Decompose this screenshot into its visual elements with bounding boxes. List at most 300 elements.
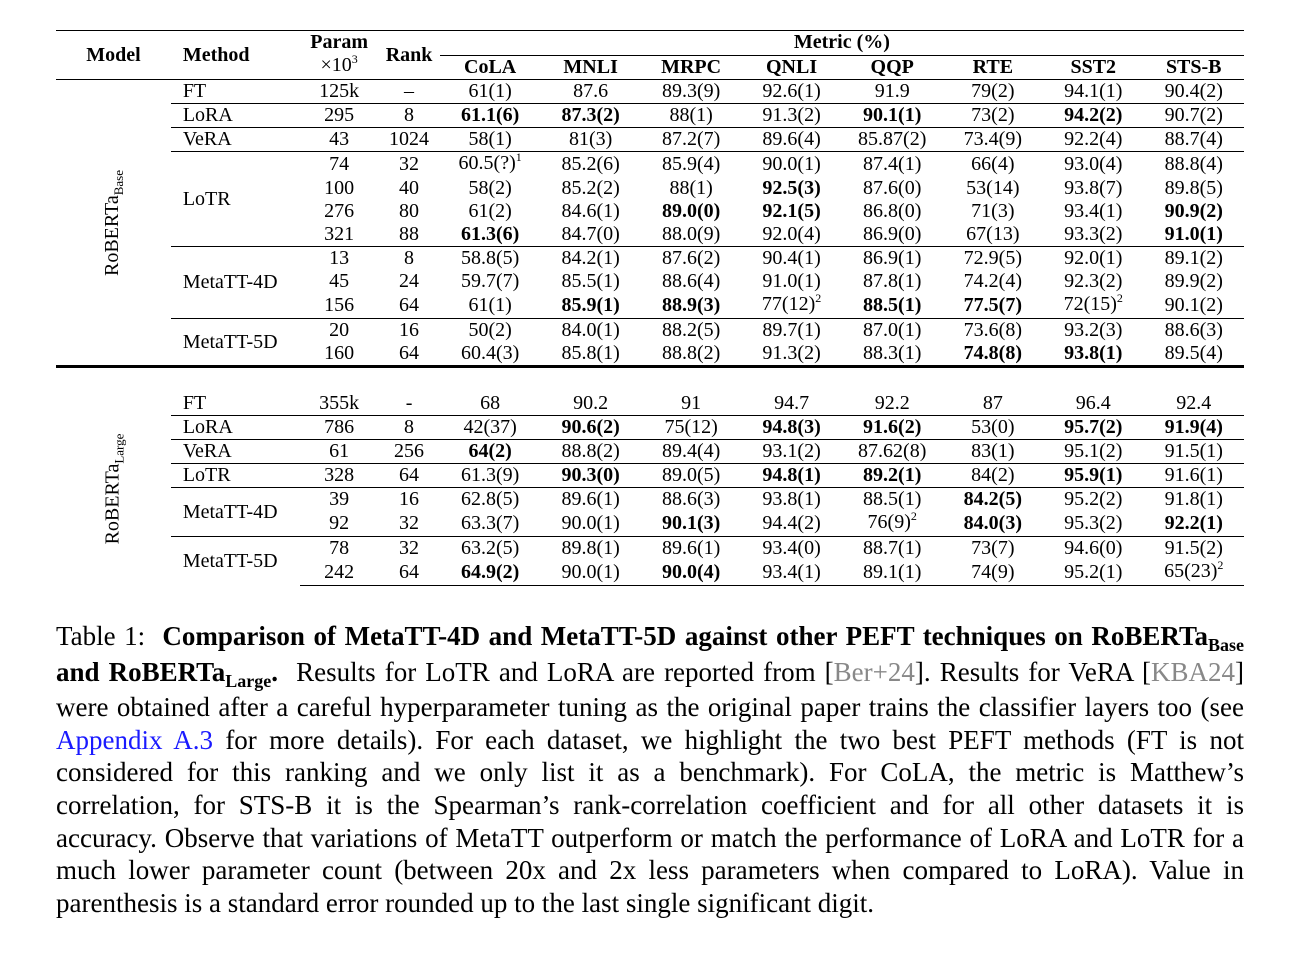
metric-value: 91.0(1) xyxy=(762,270,821,292)
param-cell: 156 xyxy=(324,294,355,316)
metric-cell xyxy=(1143,537,1244,561)
metric-value: 90.1(1) xyxy=(863,104,922,126)
metric-cell xyxy=(641,293,741,319)
metric-cell xyxy=(540,440,640,464)
metric-value: 89.9(2) xyxy=(1164,270,1223,292)
param-cell: 61 xyxy=(300,440,378,464)
metric-cell xyxy=(741,537,841,561)
metric-value: 74(9) xyxy=(971,561,1015,583)
metric-cell xyxy=(440,270,541,293)
table-row xyxy=(56,416,1244,440)
metric-value: 74.8(8) xyxy=(963,342,1022,364)
metric-value: 84.0(1) xyxy=(561,319,620,341)
metric-value: 93.1(2) xyxy=(762,440,821,462)
metric-value: 89.1(2) xyxy=(1164,247,1223,269)
table-row xyxy=(56,464,1244,488)
rank-cell: 64 xyxy=(378,464,440,488)
metric-cell xyxy=(641,104,741,128)
metric-cell xyxy=(641,392,741,416)
dataset-header: STS-B xyxy=(1165,55,1222,78)
metric-cell xyxy=(1143,247,1244,271)
metric-cell xyxy=(943,177,1043,200)
rank-cell: 16 xyxy=(378,488,440,512)
metric-cell xyxy=(1143,440,1244,464)
metric-value: 90.9(2) xyxy=(1164,200,1223,222)
metric-cell xyxy=(440,319,541,343)
dataset-header: QNLI xyxy=(766,55,818,78)
metric-cell xyxy=(440,128,541,152)
metric-cell xyxy=(1043,392,1143,416)
caption-sub-large: Large xyxy=(225,670,272,691)
rank-cell: 32 xyxy=(399,512,420,534)
rank-cell: 32 xyxy=(378,537,440,561)
metric-cell xyxy=(1143,416,1244,440)
metric-value: 90.1(3) xyxy=(661,512,721,534)
metric-value: 63.3(7) xyxy=(460,512,520,534)
metric-cell xyxy=(741,319,841,343)
metric-cell xyxy=(1143,392,1244,416)
metric-value: 89.8(5) xyxy=(1164,177,1223,199)
metric-value: 72.9(5) xyxy=(963,247,1022,269)
metric-cell xyxy=(440,416,541,440)
param-cell: 74 xyxy=(300,152,378,178)
metric-cell xyxy=(1043,464,1143,488)
metric-value: 90.4(2) xyxy=(1164,80,1223,102)
metric-cell xyxy=(1143,488,1244,512)
metric-value: 89.6(1) xyxy=(661,537,721,559)
param-cell: 100 xyxy=(324,177,355,199)
metric-cell xyxy=(540,80,640,104)
metric-value: 85.9(4) xyxy=(661,153,721,175)
metric-cell xyxy=(741,293,841,319)
param-cell: 45 xyxy=(329,270,350,292)
metric-cell xyxy=(943,511,1043,537)
metric-cell xyxy=(440,342,541,367)
metric-value: 92.4 xyxy=(1176,392,1212,414)
footnote-mark: 2 xyxy=(1217,558,1224,572)
metric-cell xyxy=(440,247,541,271)
metric-cell xyxy=(943,537,1043,561)
metric-value: 85.87(2) xyxy=(858,128,927,150)
metric-cell xyxy=(641,511,741,537)
metric-value: 95.2(1) xyxy=(1064,561,1123,583)
metric-value: 95.7(2) xyxy=(1064,416,1123,438)
caption-sub-base: Base xyxy=(1208,635,1245,655)
metric-value: 66(4) xyxy=(971,153,1015,175)
appendix-link[interactable]: Appendix A.3 xyxy=(56,724,214,755)
metric-cell xyxy=(943,560,1043,586)
metric-value: 91.3(2) xyxy=(762,342,821,364)
metric-value: 73(7) xyxy=(971,537,1015,559)
caption-title-b: and RoBERTa xyxy=(56,656,226,687)
metric-cell xyxy=(741,464,841,488)
metric-value: 53(14) xyxy=(966,177,1020,199)
metric-value: 91.8(1) xyxy=(1164,488,1223,510)
metric-cell xyxy=(641,416,741,440)
footnote-mark: 2 xyxy=(1116,291,1123,305)
metric-cell xyxy=(1143,270,1244,293)
metric-value: 88.7(1) xyxy=(863,537,922,559)
param-header xyxy=(300,31,378,80)
metric-cell xyxy=(842,200,943,223)
metric-value: 88.6(3) xyxy=(661,488,721,510)
metric-value: 72(15) xyxy=(1063,293,1117,315)
rank-cell: 1024 xyxy=(378,128,440,152)
metric-value: 94.7 xyxy=(774,392,810,414)
metric-value: 87.0(1) xyxy=(863,319,922,341)
metric-cell xyxy=(842,464,943,488)
metric-cell xyxy=(641,537,741,561)
metric-cell xyxy=(440,537,541,561)
metric-cell xyxy=(1143,511,1244,537)
model-roberta-large xyxy=(56,392,171,586)
method-cell: LoTR xyxy=(171,464,300,488)
metric-value: 77(12) xyxy=(761,293,816,315)
metric-value: 81(3) xyxy=(568,128,613,150)
metric-value: 88.2(5) xyxy=(661,319,721,341)
param-cell: 295 xyxy=(300,104,378,128)
metric-value: 94.4(2) xyxy=(762,512,821,534)
metric-value: 88.8(2) xyxy=(561,440,620,462)
metric-cell xyxy=(641,464,741,488)
metric-value: 93.8(1) xyxy=(762,488,821,510)
metric-value: 85.2(6) xyxy=(561,153,620,175)
metric-cell xyxy=(1043,104,1143,128)
method-cell: VeRA xyxy=(171,440,300,464)
metric-cell xyxy=(540,177,640,200)
metric-value: 94.8(3) xyxy=(762,416,821,438)
metric-value: 61.3(6) xyxy=(460,223,520,245)
metric-cell xyxy=(842,319,943,343)
metric-value: 93.4(0) xyxy=(762,537,821,559)
footnote-mark: 1 xyxy=(515,150,522,164)
metric-cell xyxy=(1143,342,1244,367)
metric-value: 91.6(2) xyxy=(863,416,922,438)
metric-value: 74.2(4) xyxy=(963,270,1022,292)
metric-cell xyxy=(1143,223,1244,247)
metric-value: 89.0(5) xyxy=(661,464,721,486)
metric-value: 65(23) xyxy=(1164,560,1218,582)
model-size: Large xyxy=(111,433,127,464)
table-row xyxy=(56,80,1244,104)
rank-cell: 8 xyxy=(378,104,440,128)
metric-value: 88.0(9) xyxy=(661,223,721,245)
caption-title-a: Comparison of MetaTT-4D and MetaTT-5D against other PEFT techniques on RoBERTa xyxy=(162,621,1209,651)
metric-value: 88.7(4) xyxy=(1164,128,1223,150)
metric-cell xyxy=(1043,270,1143,293)
metric-cell xyxy=(440,488,541,512)
metric-cell xyxy=(741,440,841,464)
method-header: Method xyxy=(171,31,300,80)
metric-value: 88.5(1) xyxy=(863,294,922,316)
metric-cell xyxy=(440,392,541,416)
metric-value: 93.4(1) xyxy=(1064,200,1123,222)
metric-value: 91.9 xyxy=(874,80,910,102)
model-name: RoBERTa xyxy=(101,194,124,276)
metric-value: 90.2 xyxy=(573,392,609,414)
metric-value: 89.7(1) xyxy=(762,319,821,341)
metric-cell xyxy=(540,247,640,271)
metric-value: 87.62(8) xyxy=(858,440,927,462)
metric-cell xyxy=(540,464,640,488)
metric-value: 90.0(1) xyxy=(561,561,620,583)
metric-cell xyxy=(641,319,741,343)
metric-cell xyxy=(1043,440,1143,464)
metric-value: 92.2(1) xyxy=(1164,512,1223,534)
metric-value: 77.5(7) xyxy=(963,294,1022,316)
metric-cell xyxy=(943,488,1043,512)
param-cell: 276 xyxy=(324,200,355,222)
metric-cell xyxy=(842,128,943,152)
metric-value: 84.7(0) xyxy=(561,223,620,245)
metric-cell xyxy=(540,200,640,223)
metric-value: 53(0) xyxy=(971,416,1015,438)
metric-cell xyxy=(943,104,1043,128)
metric-cell xyxy=(1143,104,1244,128)
model-roberta-base xyxy=(56,80,171,367)
param-cell: 43 xyxy=(300,128,378,152)
table-row xyxy=(56,392,1244,416)
metric-value: 90.1(2) xyxy=(1164,294,1223,316)
metric-value: 61(2) xyxy=(468,200,512,222)
metric-value: 84.2(1) xyxy=(561,247,620,269)
metric-cell xyxy=(741,560,841,586)
metric-cell xyxy=(641,223,741,247)
metric-cell xyxy=(741,416,841,440)
metric-value: 90.6(2) xyxy=(561,416,620,438)
metric-cell xyxy=(842,177,943,200)
param-unit-exp: 3 xyxy=(351,52,358,66)
metric-cell xyxy=(440,293,541,319)
dataset-header: SST2 xyxy=(1070,55,1117,78)
metric-value: 50(2) xyxy=(468,319,512,341)
metric-cell xyxy=(842,80,943,104)
metric-cell xyxy=(842,537,943,561)
metric-cell xyxy=(842,270,943,293)
metric-cell xyxy=(741,223,841,247)
metric-value: 92.2 xyxy=(874,392,910,414)
metric-value: 85.8(1) xyxy=(561,342,620,364)
param-cell: 20 xyxy=(300,319,378,343)
metric-cell xyxy=(943,80,1043,104)
metric-cell xyxy=(943,200,1043,223)
metric-value: 93.8(1) xyxy=(1064,342,1123,364)
metric-value: 92.6(1) xyxy=(762,80,821,102)
metric-cell xyxy=(741,200,841,223)
metric-value: 92.3(2) xyxy=(1064,270,1123,292)
metric-cell xyxy=(540,223,640,247)
metric-value: 92.2(4) xyxy=(1064,128,1123,150)
param-cell: 242 xyxy=(300,560,378,586)
metric-cell xyxy=(440,80,541,104)
metric-cell xyxy=(1143,464,1244,488)
metric-cell xyxy=(440,560,541,586)
citation-ber24[interactable]: Ber+24 xyxy=(833,656,915,687)
caption-text-2: ]. Results for VeRA [ xyxy=(914,656,1151,687)
metric-cell xyxy=(741,342,841,367)
metric-value: 87.3(2) xyxy=(561,104,620,126)
rank-cell: 24 xyxy=(399,270,420,292)
metric-cell xyxy=(1043,511,1143,537)
metric-cell xyxy=(943,152,1043,178)
rank-cell: 64 xyxy=(399,294,420,316)
param-cell: 328 xyxy=(300,464,378,488)
metric-value: 63.2(5) xyxy=(460,537,520,559)
metric-cell xyxy=(943,247,1043,271)
metric-cell xyxy=(842,416,943,440)
metric-cell xyxy=(741,247,841,271)
method-cell: LoRA xyxy=(171,416,300,440)
model-name: RoBERTa xyxy=(101,463,124,545)
method-cell: MetaTT-4D xyxy=(171,247,300,319)
method-cell: VeRA xyxy=(171,128,300,152)
metric-value: 89.6(1) xyxy=(561,488,620,510)
metric-cell xyxy=(943,223,1043,247)
metric-value: 58(1) xyxy=(468,128,512,150)
table-row xyxy=(56,247,1244,271)
method-cell: MetaTT-5D xyxy=(171,319,300,367)
metric-value: 94.1(1) xyxy=(1064,80,1123,102)
metric-cell xyxy=(943,392,1043,416)
metric-value: 84(2) xyxy=(971,464,1015,486)
rank-cell: 64 xyxy=(399,342,420,364)
metric-value: 75(12) xyxy=(664,416,718,438)
metric-value: 68 xyxy=(480,392,501,414)
metric-cell xyxy=(641,200,741,223)
metric-value: 88(1) xyxy=(669,177,713,199)
metric-cell xyxy=(540,488,640,512)
metric-value: 64.9(2) xyxy=(460,561,520,583)
metric-value: 71(3) xyxy=(971,200,1015,222)
metric-cell xyxy=(943,416,1043,440)
rank-cell: 80 xyxy=(399,200,420,222)
metric-cell xyxy=(1143,560,1244,586)
metric-value: 93.2(3) xyxy=(1064,319,1123,341)
metric-value: 89.8(1) xyxy=(561,537,620,559)
metric-value: 90.0(1) xyxy=(561,512,620,534)
metric-cell xyxy=(741,104,841,128)
metric-header: Metric (%) xyxy=(440,31,1244,56)
metric-cell xyxy=(741,152,841,178)
metric-value: 94.2(2) xyxy=(1064,104,1123,126)
metric-cell xyxy=(540,128,640,152)
metric-cell xyxy=(842,293,943,319)
metric-cell xyxy=(641,560,741,586)
rank-cell: 8 xyxy=(378,416,440,440)
citation-kba24[interactable]: KBA24 xyxy=(1150,656,1235,687)
dataset-header: MRPC xyxy=(661,55,722,78)
metric-cell xyxy=(741,128,841,152)
metric-cell xyxy=(1043,537,1143,561)
metric-value: 90.0(1) xyxy=(762,153,821,175)
metric-value: 91.9(4) xyxy=(1164,416,1223,438)
metric-value: 88.5(1) xyxy=(863,488,922,510)
metric-value: 58.8(5) xyxy=(460,247,520,269)
metric-cell xyxy=(440,440,541,464)
metric-value: 64(2) xyxy=(468,440,512,462)
caption-label: Table 1: xyxy=(56,621,146,651)
model-label xyxy=(101,433,125,544)
metric-value: 79(2) xyxy=(971,80,1015,102)
metric-value: 95.3(2) xyxy=(1064,512,1123,534)
metric-value: 89.6(4) xyxy=(762,128,821,150)
metric-value: 84.6(1) xyxy=(561,200,620,222)
metric-value: 85.9(1) xyxy=(561,294,620,316)
metric-value: 42(37) xyxy=(463,416,517,438)
metric-cell xyxy=(1043,293,1143,319)
metric-value: 61.3(9) xyxy=(460,464,520,486)
metric-cell xyxy=(1043,416,1143,440)
metric-value: 89.3(9) xyxy=(661,80,721,102)
metric-cell xyxy=(440,223,541,247)
metric-value: 96.4 xyxy=(1075,392,1111,414)
metric-cell xyxy=(641,247,741,271)
metric-cell xyxy=(1043,223,1143,247)
metric-value: 93.4(1) xyxy=(762,561,821,583)
metric-value: 87.6 xyxy=(573,80,609,102)
metric-value: 73.6(8) xyxy=(963,319,1022,341)
metric-cell xyxy=(641,128,741,152)
metric-cell xyxy=(842,560,943,586)
metric-value: 91.5(1) xyxy=(1164,440,1223,462)
metric-cell xyxy=(1043,319,1143,343)
param-cell: 78 xyxy=(300,537,378,561)
metric-cell xyxy=(741,177,841,200)
metric-value: 89.4(4) xyxy=(661,440,721,462)
metric-cell xyxy=(540,560,640,586)
method-cell: MetaTT-5D xyxy=(171,537,300,586)
metric-cell xyxy=(440,104,541,128)
metric-cell xyxy=(943,293,1043,319)
metric-cell xyxy=(440,511,541,537)
metric-value: 95.9(1) xyxy=(1064,464,1123,486)
table-header-row xyxy=(56,31,1244,56)
metric-value: 94.8(1) xyxy=(762,464,821,486)
metric-cell xyxy=(1043,128,1143,152)
metric-cell xyxy=(741,270,841,293)
param-unit-base: ×10 xyxy=(320,54,352,76)
metric-value: 85.5(1) xyxy=(561,270,620,292)
footnote-mark: 2 xyxy=(910,509,917,523)
table-row xyxy=(56,319,1244,343)
metric-cell xyxy=(741,392,841,416)
metric-cell xyxy=(1143,152,1244,178)
metric-value: 61.1(6) xyxy=(460,104,520,126)
metric-value: 95.1(2) xyxy=(1064,440,1123,462)
dataset-header: MNLI xyxy=(563,55,618,78)
metric-cell xyxy=(1043,247,1143,271)
rank-cell: 88 xyxy=(399,223,420,245)
metric-value: 91.5(2) xyxy=(1164,537,1223,559)
metric-value: 88.3(1) xyxy=(863,342,922,364)
table-row xyxy=(56,104,1244,128)
caption-title-c: . xyxy=(271,656,278,687)
metric-value: 60.4(3) xyxy=(460,342,520,364)
caption-text-1: Results for LoTR and LoRA are reported from [ xyxy=(296,656,834,687)
metric-cell xyxy=(641,488,741,512)
metric-cell xyxy=(1043,560,1143,586)
metric-value: 88(1) xyxy=(669,104,713,126)
metric-value: 92.0(1) xyxy=(1064,247,1123,269)
metric-cell xyxy=(540,319,640,343)
model-label xyxy=(101,169,125,275)
metric-value: 73(2) xyxy=(971,104,1015,126)
metric-value: 88.6(4) xyxy=(661,270,721,292)
caption-text-3: ] were obtained after a careful hyperparameter tuning as the original paper trains the classifier layers too (see xyxy=(56,656,1244,723)
metric-cell xyxy=(440,152,541,178)
metric-value: 93.3(2) xyxy=(1064,223,1123,245)
metric-cell xyxy=(943,319,1043,343)
